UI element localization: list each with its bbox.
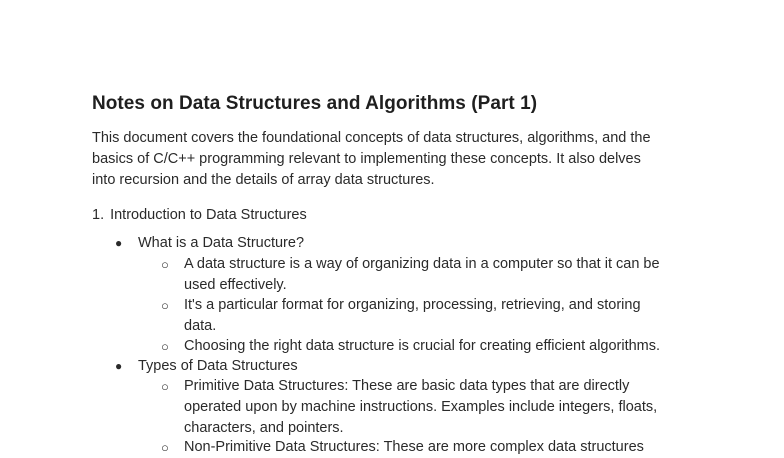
text-line: A data structure is a way of organizing data in a computer so that it can be (184, 256, 660, 272)
list-item (115, 233, 304, 254)
intro-line: basics of C/C++ programming relevant to implementing these concepts. It also delves (92, 151, 641, 167)
text-line: Non-Primitive Data Structures: These are more complex data structures (184, 439, 644, 455)
sub-list-item-text (184, 295, 721, 337)
list-item-label: Types of Data Structures (138, 358, 298, 374)
text-line: used effectively. (184, 277, 287, 293)
document-title: Notes on Data Structures and Algorithms (Part 1) (92, 93, 538, 114)
sub-list-item (161, 336, 721, 357)
text-line: It's a particular format for organizing, processing, retrieving, and storing (184, 297, 641, 313)
sub-list-item (161, 295, 721, 337)
text-line: Primitive Data Structures: These are basic data types that are directly (184, 378, 630, 394)
filled-bullet-icon: ● (115, 236, 123, 250)
sub-list-item (161, 254, 721, 296)
hollow-bullet-icon: ○ (161, 339, 169, 354)
section-heading (92, 205, 307, 226)
sub-list-item-text (184, 376, 721, 439)
section-title: Introduction to Data Structures (110, 207, 307, 223)
filled-bullet-icon: ● (115, 359, 123, 373)
text-line: Choosing the right data structure is crucial for creating efficient algorithms. (184, 338, 661, 354)
sub-list-item (161, 376, 721, 439)
intro-paragraph (92, 128, 702, 191)
intro-line: This document covers the foundational concepts of data structures, algorithms, and the (92, 130, 651, 146)
hollow-bullet-icon: ○ (161, 379, 169, 394)
text-line: characters, and pointers. (184, 420, 344, 436)
hollow-bullet-icon: ○ (161, 257, 169, 272)
text-line: data. (184, 318, 217, 334)
intro-line: into recursion and the details of array data structures. (92, 172, 435, 188)
sub-list-item-text (184, 336, 721, 357)
sub-list-item (161, 437, 721, 458)
section-number: 1. (92, 207, 105, 223)
text-line: operated upon by machine instructions. Examples include integers, floats, (184, 399, 658, 415)
list-item-label: What is a Data Structure? (138, 235, 305, 251)
hollow-bullet-icon: ○ (161, 298, 169, 313)
sub-list-item-text (184, 254, 721, 296)
sub-list-item-text (184, 437, 721, 458)
list-item (115, 356, 298, 377)
hollow-bullet-icon: ○ (161, 440, 169, 455)
